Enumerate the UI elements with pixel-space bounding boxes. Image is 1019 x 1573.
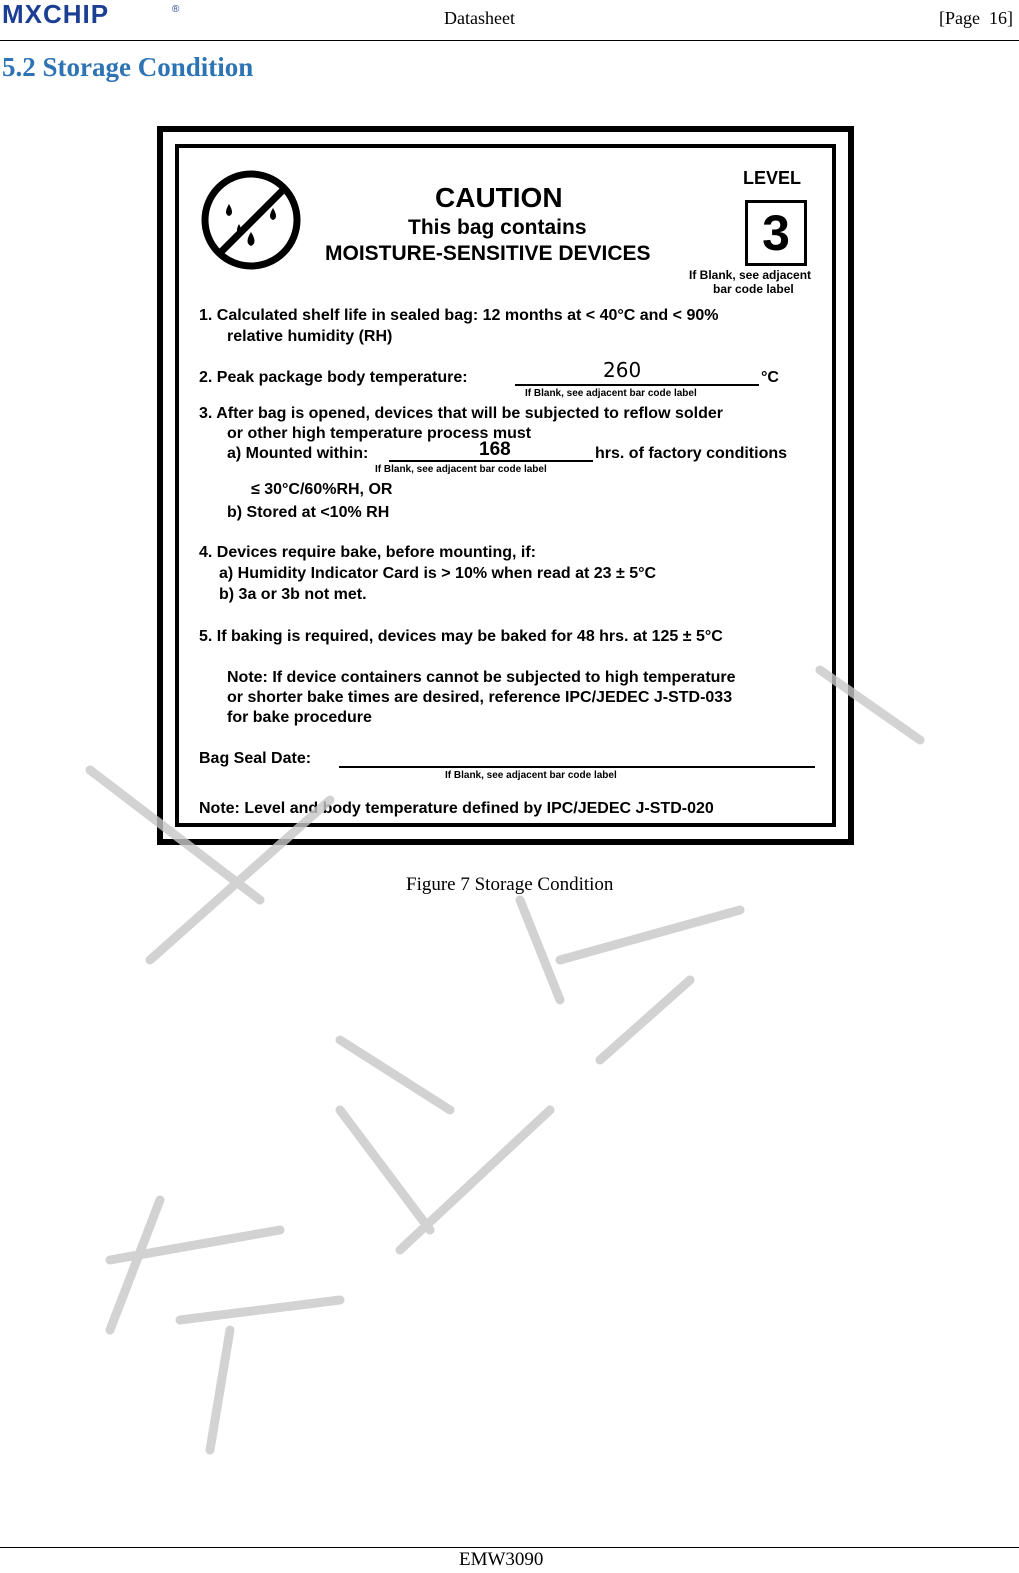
item-3a-tail: hrs. of factory conditions (595, 445, 788, 462)
item-4b: b) 3a or 3b not met. (219, 586, 367, 603)
level-word: LEVEL (743, 168, 802, 188)
item-4: 4. Devices require bake, before mounting, if: (199, 544, 536, 561)
item-3-condition: ≤ 30°C/60%RH, OR (251, 481, 393, 498)
svg-text:®: ® (172, 4, 180, 15)
section-title: 5.2 Storage Condition (2, 52, 254, 82)
floor-life-hours: 168 (479, 439, 511, 460)
page-header (0, 0, 1019, 41)
moisture-caution-label (157, 126, 854, 845)
item-1-line-2: relative humidity (RH) (227, 328, 393, 345)
item-1-line-1: 1. Calculated shelf life in sealed bag: 12 months at < 40°C and < 90% (199, 307, 719, 324)
footer-rule (0, 1547, 1019, 1548)
no-moisture-icon (199, 168, 303, 277)
figure-caption: Figure 7 Storage Condition (406, 874, 614, 895)
caution-line-2: MOISTURE-SENSITIVE DEVICES (325, 242, 651, 265)
caution-line-1: This bag contains (408, 216, 587, 239)
note-line-1: Note: If device containers cannot be subjected to high temperature (227, 669, 736, 686)
level-value: 3 (745, 200, 807, 266)
item-5: 5. If baking is required, devices may be baked for 48 hrs. at 125 ± 5°C (199, 628, 723, 645)
final-note: Note: Level and body temperature defined by IPC/JEDEC J-STD-020 (199, 800, 714, 817)
footer-model: EMW3090 (459, 1549, 544, 1570)
peak-temperature-value: 260 (603, 358, 642, 382)
level-note-2: bar code label (713, 282, 794, 296)
mounted-blank-note: If Blank, see adjacent bar code label (375, 464, 547, 475)
item-3-line-1: 3. After bag is opened, devices that will be subjected to reflow solder (199, 405, 723, 422)
header-title: Datasheet (444, 8, 515, 28)
mxchip-logo (2, 2, 187, 31)
item-3a: a) Mounted within: (227, 445, 369, 462)
temperature-blank-note: If Blank, see adjacent bar code label (525, 388, 697, 399)
item-3b: b) Stored at <10% RH (227, 504, 390, 521)
mounted-underline (389, 460, 593, 462)
page-number: [Page 16] (939, 8, 1013, 28)
seal-blank-note: If Blank, see adjacent bar code label (445, 770, 617, 781)
item-4a: a) Humidity Indicator Card is > 10% when read at 23 ± 5°C (219, 565, 657, 582)
level-note-1: If Blank, see adjacent (689, 268, 812, 282)
item-3-line-2: or other high temperature process must (227, 425, 532, 442)
temperature-underline (515, 384, 759, 386)
svg-text:MXCHIP: MXCHIP (2, 2, 110, 26)
temperature-unit: °C (761, 369, 779, 386)
bag-seal-date: Bag Seal Date: (199, 750, 312, 767)
caution-heading: CAUTION (435, 182, 563, 213)
item-2: 2. Peak package body temperature: (199, 369, 468, 386)
note-line-3: for bake procedure (227, 709, 372, 726)
seal-date-underline (339, 766, 815, 768)
note-line-2: or shorter bake times are desired, reference IPC/JEDEC J-STD-033 (227, 689, 733, 706)
